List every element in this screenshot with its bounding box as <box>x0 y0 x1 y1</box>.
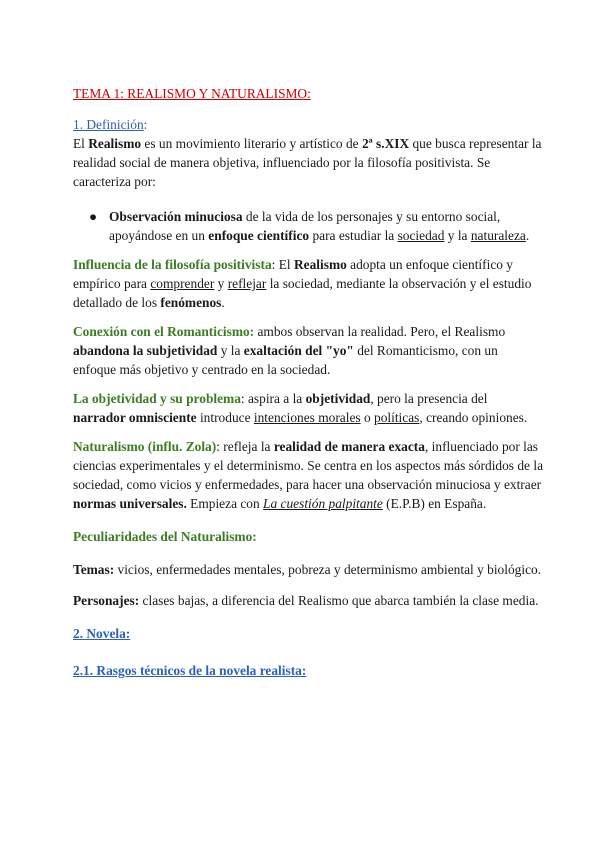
heading-objetividad: La objetividad y su problema <box>73 391 241 406</box>
bold-term: enfoque científico <box>208 228 310 243</box>
personajes-label: Personajes: <box>73 593 140 608</box>
text: Empieza con <box>186 496 264 511</box>
text: del Romanticismo, con un enfoque más objetivo y centrado en la sociedad. <box>73 343 498 377</box>
bold-term: fenómenos <box>160 295 222 310</box>
text: , influenciado por las ciencias experimentales y el determinismo. Se centra en los aspectos más sórdidos de la sociedad, como vicios y enfermedades, para hacer una observación minuciosa y extraer <box>73 439 544 492</box>
bold-term: 2ª s.XIX <box>361 136 410 151</box>
heading-definicion-colon: : <box>143 117 148 132</box>
heading-conexion: Conexión con el Romanticismo: <box>73 324 255 339</box>
bold-term: Realismo <box>88 136 142 151</box>
text: vicios, enfermedades mentales, pobreza y determinismo ambiental y biológico. <box>114 562 542 577</box>
bold-term: Observación minuciosa <box>109 209 243 224</box>
page-title: TEMA 1: REALISMO Y NATURALISMO: <box>73 86 311 101</box>
text: ambos observan la realidad. Pero, el Realismo <box>254 324 506 339</box>
section-personajes <box>73 591 543 610</box>
heading-definicion: 1. Definición <box>73 117 144 132</box>
text: la sociedad, mediante la observación y el estudio detallado de los <box>73 276 532 310</box>
section-rasgos <box>73 661 543 680</box>
underlined-term: políticas <box>374 410 420 425</box>
heading-peculiaridades: Peculiaridades del Naturalismo: <box>73 529 257 544</box>
text: introduce <box>196 410 254 425</box>
section-temas <box>73 560 543 579</box>
text: y la <box>217 343 244 358</box>
temas-label: Temas: <box>73 562 115 577</box>
text: o <box>360 410 374 425</box>
list-item <box>73 207 543 245</box>
text: y la <box>444 228 471 243</box>
section-objetividad <box>73 389 543 427</box>
text: : refleja la <box>216 439 274 454</box>
text: para estudiar la <box>309 228 398 243</box>
heading-naturalismo: Naturalismo (influ. Zola) <box>73 439 217 454</box>
section-definicion <box>73 115 543 191</box>
underlined-term: intenciones morales <box>253 410 361 425</box>
text: : El <box>271 257 294 272</box>
text: . <box>525 228 530 243</box>
text: : aspira a la <box>240 391 306 406</box>
text: es un movimiento literario y artístico de <box>141 136 362 151</box>
bold-term: exaltación del "yo" <box>243 343 354 358</box>
text: que busca representar la realidad social de manera objetiva, influenciado por la filosofía positivista. Se caracteriza por: <box>73 136 542 189</box>
section-conexion <box>73 322 543 379</box>
heading-novela: 2. Novela: <box>73 626 131 641</box>
text: adopta un enfoque científico y empírico para <box>73 257 514 291</box>
underlined-term: sociedad <box>397 228 445 243</box>
section-peculiaridades <box>73 527 543 546</box>
section-influencia <box>73 255 543 312</box>
text: El <box>73 136 89 151</box>
underlined-term: reflejar <box>227 276 267 291</box>
text: y <box>214 276 228 291</box>
text: , creando opiniones. <box>419 410 528 425</box>
bold-term: abandona la subjetividad <box>73 343 218 358</box>
text: clases bajas, a diferencia del Realismo que abarca también la clase media. <box>139 593 539 608</box>
heading-rasgos: 2.1. Rasgos técnicos de la novela realista: <box>73 663 307 678</box>
bold-term: objetividad <box>305 391 371 406</box>
text: . <box>221 295 225 310</box>
document-body <box>73 84 543 690</box>
bullet-icon: ● <box>89 209 98 224</box>
heading-influencia: Influencia de la filosofía positivista <box>73 257 272 272</box>
bold-term: Realismo <box>293 257 347 272</box>
book-title: La cuestión palpitante <box>263 496 383 511</box>
section-naturalismo <box>73 437 543 513</box>
text: , pero la presencia del <box>370 391 488 406</box>
section-novela <box>73 624 543 643</box>
text: (E.P.B) en España. <box>382 496 487 511</box>
bold-term: normas universales. <box>73 496 187 511</box>
underlined-term: comprender <box>150 276 215 291</box>
text: de la vida de los personajes y su entorno social, apoyándose en un <box>109 209 501 243</box>
bold-term: realidad de manera exacta <box>273 439 425 454</box>
bold-term: narrador omnisciente <box>73 410 197 425</box>
underlined-term: naturaleza <box>470 228 526 243</box>
